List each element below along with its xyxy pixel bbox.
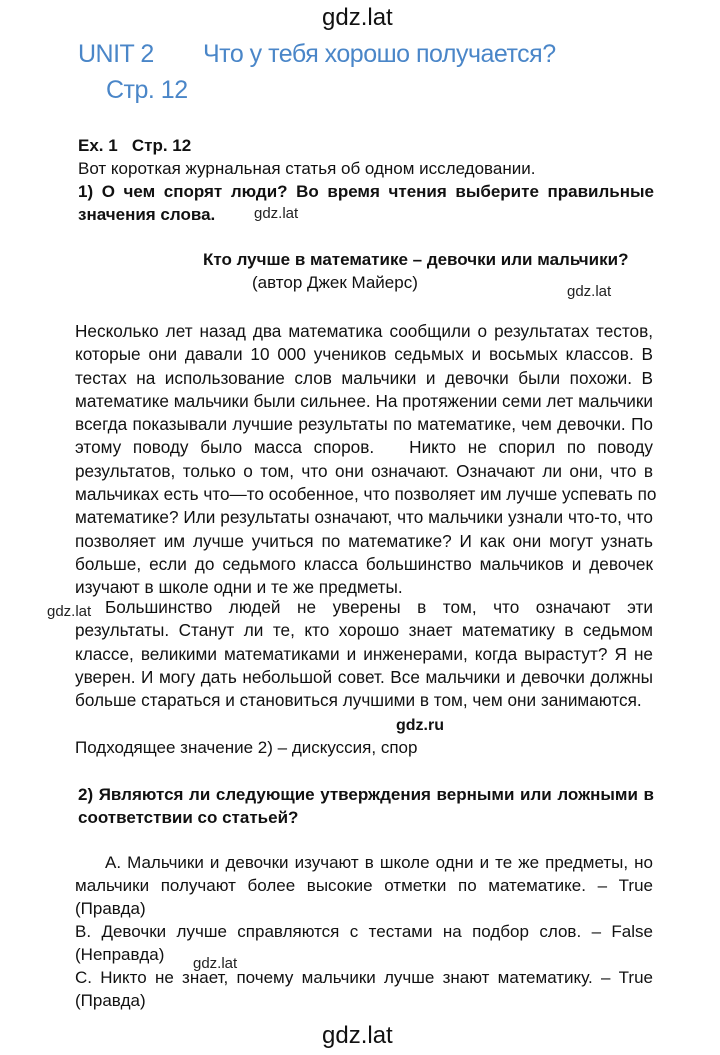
watermark-bottom: gdz.lat (322, 1022, 393, 1049)
question-1-line-2: значения слова. (78, 205, 216, 224)
statement-b-line-2: (Неправда) (75, 945, 165, 964)
paragraph-line: математике? Или результаты означают, что мальчики узнали что-то, что (75, 507, 653, 528)
paragraph-line: этому поводу было масса споров. Никто не спорил по поводу (75, 437, 653, 458)
paragraph-line: классе, великими математиками и инженерами, когда вырастут? Я не (75, 643, 653, 664)
paragraph-line: больше, если до седьмого класса большинство мальчиков и девочек (75, 553, 653, 574)
page-reference: Стр. 12 (106, 76, 188, 104)
paragraph-line: математике мальчики были сильнее. На протяжении семи лет мальчики (75, 390, 653, 411)
question-2-line-2: соответствии со статьей? (78, 808, 299, 827)
paragraph-line: которые они давали 10 000 учеников седьмых и восьмых классов. В (75, 344, 653, 365)
statement-a-line-2: мальчики получают более высокие отметки по математике. – True (75, 876, 653, 895)
paragraph-line: больше стараться и становиться лучшими в том, чем они занимаются. (75, 690, 642, 711)
question-1-line-1: 1) О чем спорят люди? Во время чтения выберите правильные (78, 182, 654, 201)
paragraph-line: результатов, только о том, что они означают. Означают ли они, что в (75, 460, 653, 481)
exercise-label: Ex. 1 Стр. 12 (78, 136, 192, 155)
article-paragraph-2 (75, 619, 653, 712)
watermark-4: gdz.ru (396, 717, 444, 734)
exercise-intro: Вот короткая журнальная статья об одном исследовании. (78, 159, 536, 178)
watermark-2: gdz.lat (567, 283, 612, 300)
watermark-5: gdz.lat (193, 955, 238, 972)
paragraph-line: уверен. И могу дать небольшой совет. Все мальчики и девочки должны (75, 666, 653, 687)
statement-a-line-1: А. Мальчики и девочки изучают в школе одни и те же предметы, но (105, 853, 653, 872)
statement-c-line-1: С. Никто не знает, почему мальчики лучше знают математику. – True (75, 968, 653, 987)
statement-c-line-2: (Правда) (75, 991, 146, 1010)
paragraph-line: позволяет им лучше учиться по математике? И как они могут узнать (75, 530, 653, 551)
statement-a-line-3: (Правда) (75, 899, 146, 918)
article-author: (автор Джек Майерс) (252, 273, 418, 292)
article-title: Кто лучше в математике – девочки или мальчики? (203, 250, 629, 269)
watermark-3: gdz.lat (47, 603, 92, 620)
unit-title: Что у тебя хорошо получается? (203, 40, 556, 68)
question-2-line-1: 2) Являются ли следующие утверждения верными или ложными в (78, 785, 654, 804)
paragraph-line: тестах на использование слов мальчики и девочки были похожи. В (75, 367, 653, 388)
answer-1: Подходящее значение 2) – дискуссия, спор (75, 738, 418, 757)
watermark-top: gdz.lat (322, 4, 393, 31)
paragraph-line: всегда показывали лучшие результаты по математике, чем девочки. По (75, 414, 653, 435)
paragraph-line: мальчиках есть что—то особенное, что позволяет им лучше успевать по (75, 484, 657, 505)
article-paragraph-2-first-line (105, 596, 653, 619)
paragraph-line: результаты. Станут ли те, кто хорошо знает математику в седьмом (75, 620, 653, 641)
paragraph-line: изучают в школе одни и те же предметы. (75, 577, 403, 598)
paragraph-line: Несколько лет назад два математика сообщили о результатах тестов, (75, 321, 653, 341)
article-paragraph-1 (75, 320, 657, 600)
statement-b-line-1: В. Девочки лучше справляются с тестами на подбор слов. – False (75, 922, 653, 941)
paragraph-line: Большинство людей не уверены в том, что означают эти (105, 597, 653, 617)
watermark-1: gdz.lat (254, 205, 299, 222)
unit-label: UNIT 2 (78, 40, 154, 68)
